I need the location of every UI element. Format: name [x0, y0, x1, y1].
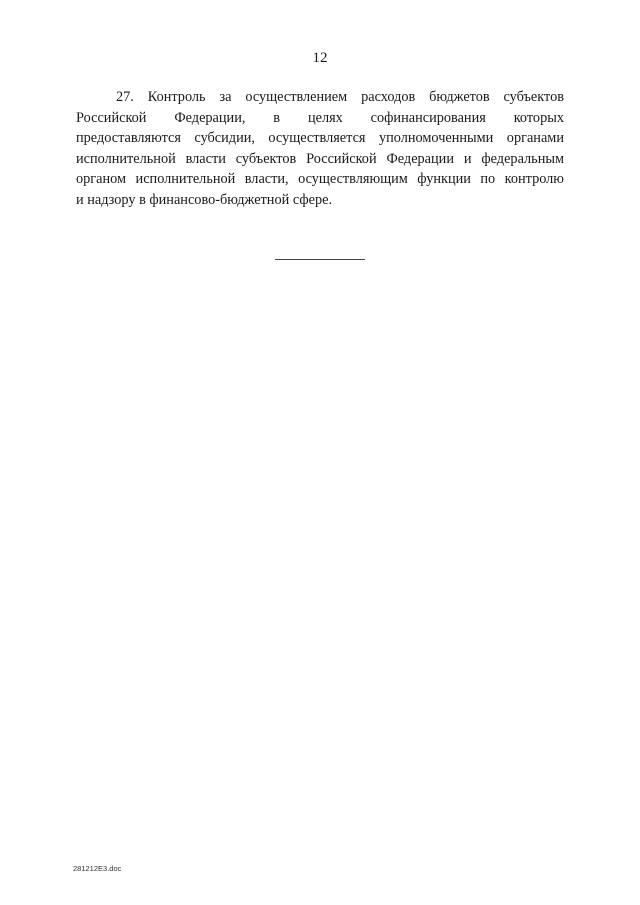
- paragraph-line: исполнительной власти субъектов Российской Федерации и федеральным: [76, 150, 564, 167]
- paragraph-27: [76, 87, 564, 211]
- paragraph-line: Российской Федерации, в целях софинансирования которых: [76, 109, 564, 126]
- footer-filename: 281212E3.doc: [73, 864, 122, 873]
- paragraph-line: 27. Контроль за осуществлением расходов бюджетов субъектов: [116, 89, 564, 105]
- end-divider: [275, 259, 365, 260]
- paragraph-line: органом исполнительной власти, осуществляющим функции по контролю: [76, 171, 564, 188]
- paragraph-line: и надзору в финансово-бюджетной сфере.: [76, 191, 333, 208]
- page-number: 12: [312, 50, 328, 66]
- paragraph-line: предоставляются субсидии, осуществляется уполномоченными органами: [76, 130, 564, 147]
